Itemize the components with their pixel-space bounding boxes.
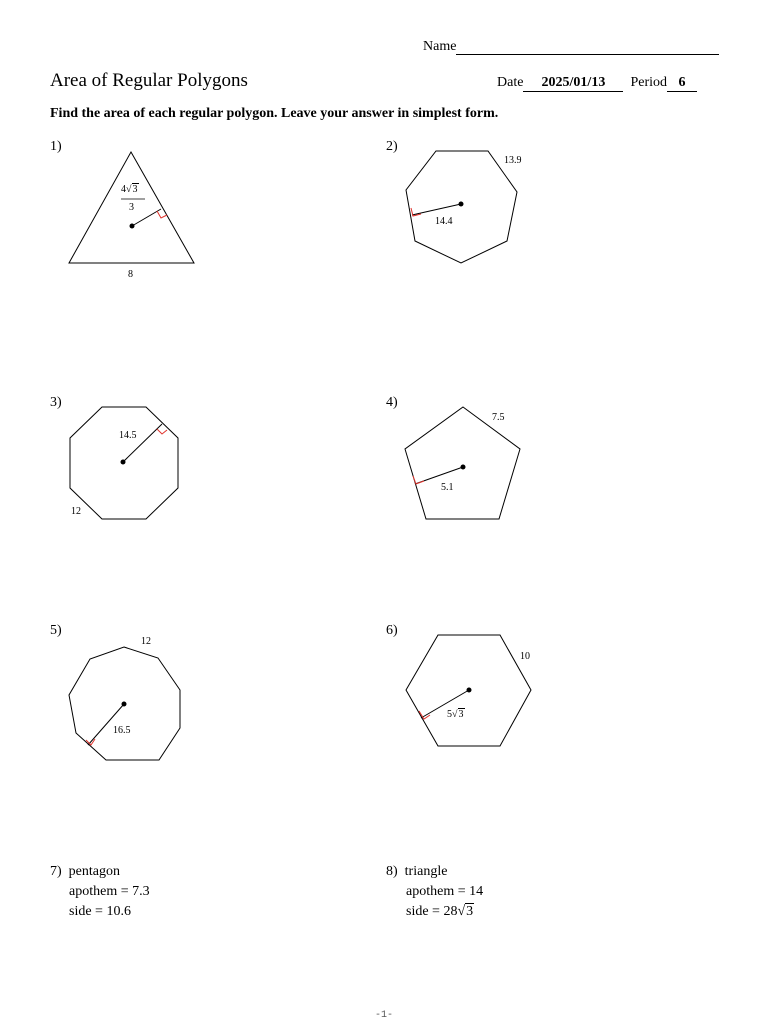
apothem-label-3: 14.5 xyxy=(119,430,137,441)
triangle-center xyxy=(130,224,135,229)
problem-3-number: 3) xyxy=(50,395,62,410)
name-label: Name xyxy=(423,39,457,54)
problem-5-number: 5) xyxy=(50,623,62,638)
problem-8 xyxy=(386,862,483,922)
side-label-4: 7.5 xyxy=(492,412,505,423)
apothem-denominator-1: 3 xyxy=(129,202,134,213)
apothem-label-6: 5√3 xyxy=(447,709,464,720)
pentagon-center xyxy=(461,465,466,470)
decagon-center xyxy=(122,702,127,707)
heptagon-figure xyxy=(406,151,517,263)
side-label-3: 12 xyxy=(71,506,81,517)
worksheet-title: Area of Regular Polygons xyxy=(50,70,248,91)
side-label-6: 10 xyxy=(520,651,530,662)
instructions: Find the area of each regular polygon. Leave your answer in simplest form. xyxy=(50,106,499,121)
problem-6-number: 6) xyxy=(386,623,398,638)
problem-8-side: side = 28√3 xyxy=(406,904,474,919)
side-label-2: 13.9 xyxy=(504,155,522,166)
problem-7-apothem: apothem = 7.3 xyxy=(69,884,150,899)
problem-7-side: side = 10.6 xyxy=(69,904,131,919)
date-value: 2025/01/13 xyxy=(523,75,623,92)
problem-1-number: 1) xyxy=(50,139,62,154)
problem-2-number: 2) xyxy=(386,139,398,154)
problem-7-shape: pentagon xyxy=(68,864,120,879)
period-value: 6 xyxy=(667,75,697,92)
apothem-label-1: 4√3 xyxy=(121,184,138,195)
apothem-label-5: 16.5 xyxy=(113,725,131,736)
page-number: -1- xyxy=(374,1010,393,1021)
date-label: Date xyxy=(497,75,524,90)
problem-7-number: 7) xyxy=(50,864,62,879)
hexagon-center xyxy=(467,688,472,693)
apothem-label-4: 5.1 xyxy=(441,482,454,493)
octagon-center xyxy=(121,460,126,465)
apothem-label-2: 14.4 xyxy=(435,216,453,227)
problem-8-apothem: apothem = 14 xyxy=(406,884,484,899)
right-angle-marker-3 xyxy=(157,429,167,434)
heptagon-center xyxy=(459,202,464,207)
problem-4-number: 4) xyxy=(386,395,398,410)
triangle-apothem xyxy=(132,209,161,226)
period-label: Period xyxy=(630,75,667,90)
side-label-1: 8 xyxy=(128,269,133,280)
problem-8-shape: triangle xyxy=(404,864,448,879)
pentagon-figure xyxy=(405,407,520,519)
heptagon-apothem xyxy=(412,204,461,215)
problem-8-number: 8) xyxy=(386,864,398,879)
side-label-5: 12 xyxy=(141,636,151,647)
problem-7 xyxy=(50,862,150,922)
right-angle-marker-2 xyxy=(411,208,421,216)
